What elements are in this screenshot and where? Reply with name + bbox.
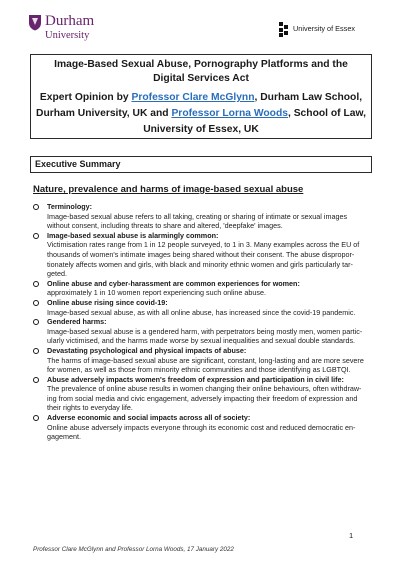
list-item-heading: Terminology: — [47, 202, 92, 211]
essex-mark-icon — [279, 22, 289, 37]
list-item-heading: Online abuse and cyber-harassment are common experiences for women: — [47, 278, 300, 288]
body-line: their rights to everyday life. — [47, 403, 133, 413]
durham-university-logo — [28, 12, 108, 46]
list-item — [33, 413, 373, 442]
footer-text: Professor Clare McGlynn and Professor Lorna Woods, 17 January 2022 — [33, 546, 234, 553]
list-item — [33, 279, 373, 298]
list-item-heading: Image-based sexual abuse is alarmingly common: — [47, 230, 219, 240]
body-line: Image-based sexual abuse, as with all online abuse, has increased since the covid-19 pandemic. — [47, 307, 356, 317]
list-item-body — [47, 308, 373, 318]
list-item-heading: Online abuse rising since covid-19: — [47, 297, 168, 307]
list-item — [33, 231, 373, 279]
body-line: Image-based sexual abuse refers to all taking, creating or sharing of intimate or sexual images — [47, 211, 348, 221]
executive-summary-box — [30, 156, 372, 173]
body-line: without consent, including threats to share and altered, 'deepfake' images. — [47, 221, 283, 231]
bullet-icon — [33, 233, 39, 239]
body-line: Online abuse adversely impacts everyone through its economic cost and reduced democratic en- — [47, 422, 356, 432]
list-item-body — [47, 288, 373, 298]
body-line: ularly victimised, and the harms made worse by sexual inequalities and sexual double standards. — [47, 336, 356, 346]
authors-line-1 — [31, 90, 371, 105]
authors-line-2 — [31, 106, 371, 121]
durham-shield-icon — [28, 14, 42, 31]
body-line: gagement. — [47, 432, 81, 442]
page-number: 1 — [349, 531, 354, 540]
title-line-2: Digital Services Act — [153, 73, 249, 84]
body-line: The harms of image-based sexual abuse are significant, constant, long-lasting and are more severe — [47, 355, 364, 365]
bullet-icon — [33, 204, 39, 210]
durham-logo-subname: University — [45, 30, 90, 41]
summary-list — [33, 202, 373, 442]
list-item-body — [47, 423, 373, 442]
list-item-body — [47, 327, 373, 346]
list-item-heading: Gendered harms: — [47, 317, 107, 327]
list-item-body — [47, 240, 373, 278]
authors-affiliation-2: Durham University, UK and — [36, 108, 172, 119]
authors-line-3: University of Essex, UK — [143, 124, 259, 135]
list-item-heading: Abuse adversely impacts women's freedom of expression and participation in civil life: — [47, 374, 344, 384]
list-item-body — [47, 384, 373, 413]
list-item-body — [47, 212, 373, 231]
authors-affiliation-3: , School of Law, — [287, 108, 366, 119]
list-item — [33, 375, 373, 413]
body-line: approximately 1 in 10 women report experiencing such online abuse. — [47, 288, 266, 298]
body-line: The prevalence of online abuse results in women changing their online behaviours, often withdraw- — [47, 384, 362, 394]
title-box — [30, 54, 372, 139]
list-item — [33, 298, 373, 317]
list-item-heading: Devastating psychological and physical impacts of abuse: — [47, 345, 247, 355]
authors-prefix: Expert Opinion by — [39, 92, 132, 103]
body-line: ing from social media and civic engagement, adversely impacting their freedom of expression and — [47, 393, 358, 403]
mcglynn-link[interactable]: Professor Clare McGlynn — [131, 92, 255, 103]
authors-affiliation-1: , Durham Law School, — [254, 92, 363, 103]
list-item-body — [47, 356, 373, 375]
bullet-icon — [33, 319, 39, 325]
body-line: Image-based sexual abuse is a gendered harm, with perpetrators being mostly men, women partic- — [47, 326, 363, 336]
bullet-icon — [33, 415, 39, 421]
list-item — [33, 202, 373, 231]
body-line: tionately affects women and girls, with black and minority ethnic women and girls particularly tar- — [47, 259, 353, 269]
body-line: geted. — [47, 269, 67, 279]
body-line: for women, as well as those from minority ethnic communities and those identifying as LGBTQI. — [47, 365, 351, 375]
bullet-icon — [33, 348, 39, 354]
executive-summary-heading: Executive Summary — [35, 159, 121, 169]
body-line: Victimisation rates range from 1 in 12 people surveyed, to 1 in 3. Many examples across the EU of — [47, 240, 360, 250]
section-heading: Nature, prevalence and harms of image-based sexual abuse — [33, 184, 304, 195]
bullet-icon — [33, 281, 39, 287]
bullet-icon — [33, 300, 39, 306]
essex-logo-name: University of Essex — [293, 24, 356, 33]
list-item — [33, 346, 373, 375]
essex-university-logo — [279, 22, 379, 38]
durham-logo-name: Durham — [45, 13, 95, 29]
list-item — [33, 317, 373, 346]
body-line: thousands of women's intimate images being shared without their consent. The abuse dispropor- — [47, 249, 355, 259]
list-item-heading: Adverse economic and social impacts across all of society: — [47, 413, 251, 423]
title-line-1: Image-Based Sexual Abuse, Pornography Platforms and the — [54, 59, 348, 70]
bullet-icon — [33, 377, 39, 383]
woods-link[interactable]: Professor Lorna Woods — [171, 108, 288, 119]
